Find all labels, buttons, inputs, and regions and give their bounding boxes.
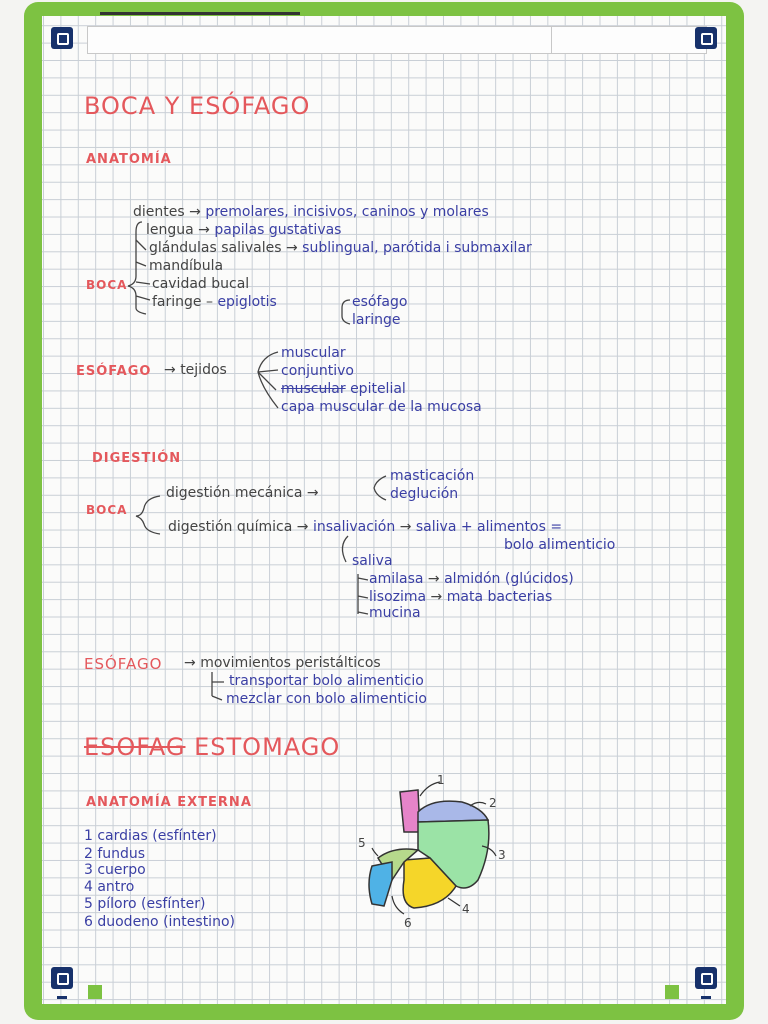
diagram-number: 3 (498, 848, 506, 862)
lengua-line: lengua → papilas gustativas (146, 222, 342, 238)
page-title: BOCA Y ESÓFAGO (84, 92, 311, 120)
boca-label: BOCA (86, 278, 128, 292)
esofago-digestion-label: ESÓFAGO (84, 655, 163, 673)
externa-item: 4 antro (84, 879, 135, 895)
bolo-line: bolo alimenticio (504, 537, 616, 553)
esofago-item: mezclar con bolo alimenticio (226, 691, 427, 707)
peristalticos-line: → movimientos peristálticos (184, 655, 381, 671)
diagram-number: 1 (437, 773, 445, 787)
quimica-line: digestión química → insalivación → saliva + alimentos = (168, 519, 563, 535)
diagram-number: 5 (358, 836, 366, 850)
section-heading-digestion: DIGESTIÓN (92, 451, 182, 466)
section-heading-externa: ANATOMÍA EXTERNA (86, 795, 252, 810)
saliva-item: mucina (369, 605, 421, 621)
esofago-label: ESÓFAGO (76, 364, 152, 379)
mecanica-item: masticación (390, 468, 475, 484)
saliva-item: amilasa → almidón (glúcidos) (369, 571, 574, 587)
section-title-estomago: ESOFAG ESTOMAGO (84, 733, 341, 761)
tejido-item: muscular epitelial (281, 381, 406, 397)
tejido-item: muscular (281, 345, 346, 361)
externa-item: 5 píloro (esfínter) (84, 896, 206, 912)
diagram-number: 2 (489, 796, 497, 810)
glandulas-line: glándulas salivales → sublingual, parótida i submaxilar (149, 240, 532, 256)
epiglotis-branch-2: laringe (352, 312, 401, 328)
tejido-item: capa muscular de la mucosa (281, 399, 482, 415)
esofago-item: transportar bolo alimenticio (229, 673, 424, 689)
externa-item: 3 cuerpo (84, 862, 146, 878)
externa-item: 2 fundus (84, 846, 146, 862)
epiglotis-branch-1: esófago (352, 294, 408, 310)
cavidad-line: cavidad bucal (152, 276, 250, 292)
faringe-line: faringe – epiglotis (152, 294, 277, 310)
dientes-line: dientes → premolares, incisivos, caninos y molares (133, 204, 489, 220)
mecanica-line: digestión mecánica → (166, 485, 319, 501)
diagram-number: 4 (462, 902, 470, 916)
stomach-diagram (369, 790, 489, 908)
mandibula-line: mandíbula (149, 258, 224, 274)
boca-label-digestion: BOCA (86, 503, 128, 517)
mecanica-item: deglución (390, 486, 459, 502)
externa-item: 6 duodeno (intestino) (84, 914, 235, 930)
saliva-label: saliva (352, 553, 393, 569)
section-heading-anatomia: ANATOMÍA (86, 152, 172, 167)
externa-item: 1 cardias (esfínter) (84, 828, 217, 844)
tejido-item: conjuntivo (281, 363, 355, 379)
saliva-item: lisozima → mata bacterias (369, 589, 553, 605)
tejidos-line: → tejidos (164, 362, 227, 378)
diagram-number: 6 (404, 916, 412, 930)
